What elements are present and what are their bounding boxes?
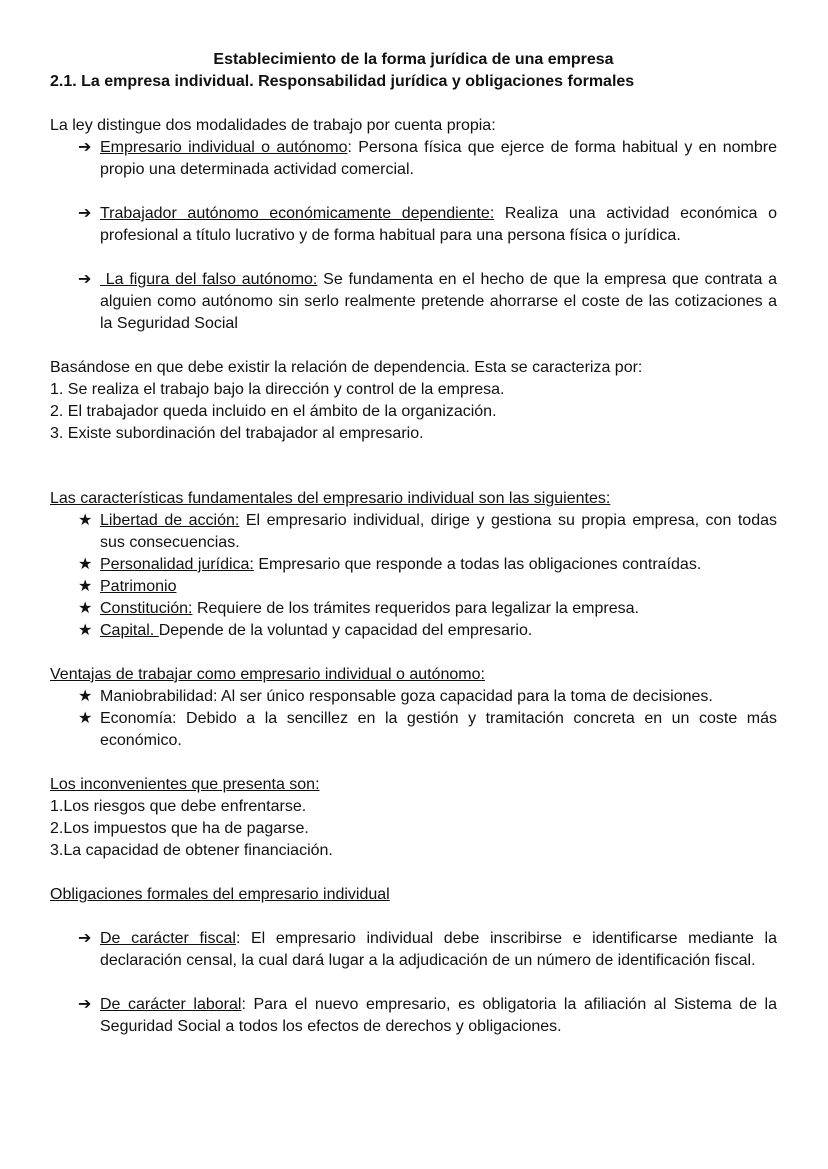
arrow-icon: ➔ [78, 139, 92, 156]
star-icon: ★ [78, 556, 93, 573]
characteristics-heading: Las características fundamentales del empresario individual son las siguientes: [50, 490, 611, 507]
arrow-icon: ➔ [78, 996, 92, 1013]
characteristic-item: ★ Capital. Depende de la voluntad y capacidad del empresario. [50, 620, 777, 642]
star-icon: ★ [78, 600, 93, 617]
obligation-item: ➔ De carácter fiscal: El empresario individual debe inscribirse e identificarse mediante la declaración censal, la cual dará lugar a la adjudicación de un número de identificación fiscal. [78, 930, 778, 969]
disadvantage-item: 1.Los riesgos que debe enfrentarse. [50, 798, 307, 815]
intro-text: La ley distingue dos modalidades de trabajo por cuenta propia: [50, 117, 496, 134]
disadvantage-item: 2.Los impuestos que ha de pagarse. [50, 820, 309, 837]
document-title: Establecimiento de la forma jurídica de una empresa [213, 51, 614, 68]
arrow-icon: ➔ [78, 205, 92, 222]
advantages-heading: Ventajas de trabajar como empresario individual o autónomo: [50, 666, 485, 683]
characteristic-item: ★ Personalidad jurídica: Empresario que responde a todas las obligaciones contraídas. [50, 554, 777, 576]
star-icon: ★ [78, 688, 93, 705]
dependence-intro: Basándose en que debe existir la relación de dependencia. Esta se caracteriza por: [50, 359, 643, 376]
arrow-icon: ➔ [78, 930, 92, 947]
characteristic-item: ★ Patrimonio [50, 576, 777, 598]
dependence-item: 1. Se realiza el trabajo bajo la dirección y control de la empresa. [50, 381, 505, 398]
star-icon: ★ [78, 578, 93, 595]
dependence-item: 2. El trabajador queda incluido en el ámbito de la organización. [50, 403, 497, 420]
characteristic-item: ★ Constitución: Requiere de los trámites requeridos para legalizar la empresa. [50, 598, 777, 620]
list-item-modality: ➔ La figura del falso autónomo: Se fundamenta en el hecho de que la empresa que contrata a alguien como autónomo sin serlo realmente pretende ahorrarse el coste de las cotizaciones a la Seguridad Social [78, 271, 782, 332]
disadvantages-heading: Los inconvenientes que presenta son: [50, 776, 320, 793]
advantage-item: ★ Maniobrabilidad: Al ser único responsable goza capacidad para la toma de decisiones. [50, 686, 777, 708]
characteristic-item: ★ Libertad de acción: El empresario individual, dirige y gestiona su propia empresa, con todas sus consecuencias. [78, 512, 778, 551]
list-item-modality: ➔ Empresario individual o autónomo: Persona física que ejerce de forma habitual y en nombre propio una determinada actividad comercial. [78, 139, 777, 178]
disadvantage-item: 3.La capacidad de obtener financiación. [50, 842, 333, 859]
obligations-heading: Obligaciones formales del empresario individual [50, 886, 390, 903]
star-icon: ★ [78, 512, 93, 529]
obligation-item: ➔ De carácter laboral: Para el nuevo empresario, es obligatoria la afiliación al Sistema de la Seguridad Social a todos los efectos de derechos y obligaciones. [78, 996, 778, 1035]
star-icon: ★ [78, 622, 93, 639]
section-heading: 2.1. La empresa individual. Responsabilidad jurídica y obligaciones formales [50, 73, 635, 90]
dependence-item: 3. Existe subordinación del trabajador al empresario. [50, 425, 424, 442]
arrow-icon: ➔ [78, 271, 92, 288]
list-item-modality: ➔ Trabajador autónomo económicamente dependiente: Realiza una actividad económica o profesional a título lucrativo y de forma habitual para una persona física o jurídica. [78, 205, 777, 244]
advantage-item: ★ Economía: Debido a la sencillez en la gestión y tramitación concreta en un coste más económico. [78, 710, 777, 749]
document-page [50, 49, 782, 1038]
star-icon: ★ [78, 710, 93, 727]
